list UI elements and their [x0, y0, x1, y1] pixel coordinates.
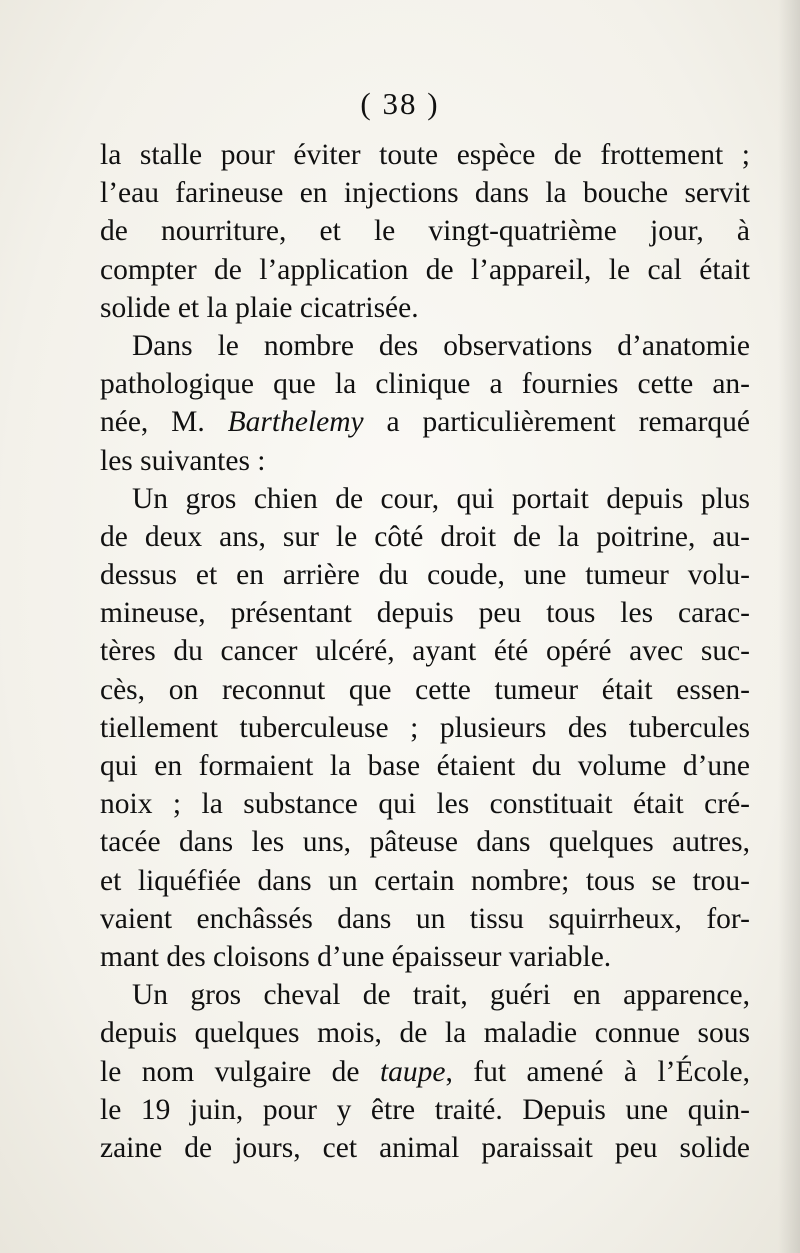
text-line: Un gros cheval de trait, guéri en apparence, — [132, 979, 750, 1012]
text-line: de deux ans, sur le côté droit de la poitrine, au- — [100, 520, 750, 553]
italic-name: taupe — [379, 1055, 446, 1088]
page-edge-shadow — [778, 0, 800, 1253]
text-line: tères du cancer ulcéré, ayant été opéré avec suc- — [100, 635, 750, 668]
text-line: dessus et en arrière du coude, une tumeur volu- — [100, 559, 750, 592]
text-line: solide et la plaie cicatrisée. — [100, 291, 419, 324]
text-line: les suivantes : — [100, 444, 266, 477]
text-line: l’eau farineuse en injections dans la bouche servit — [100, 177, 750, 210]
text-segment: , fut amené à l’École, — [445, 1055, 751, 1088]
text-line: zaine de jours, cet animal paraissait peu solide — [100, 1131, 750, 1164]
text-line: Un gros chien de cour, qui portait depuis plus — [132, 482, 750, 515]
italic-name: Barthelemy — [227, 406, 364, 439]
text-segment: née, M. — [100, 406, 228, 439]
text-line: tacée dans les uns, pâteuse dans quelques autres, — [100, 826, 750, 859]
text-line: vaient enchâssés dans un tissu squirrheux, for- — [100, 902, 750, 935]
text-segment: le nom vulgaire de — [100, 1055, 380, 1088]
text-line: la stalle pour éviter toute espèce de frottement ; — [100, 139, 750, 171]
text-line: le 19 juin, pour y être traité. Depuis une quin- — [100, 1093, 750, 1126]
text-segment: a particulièrement remarqué — [363, 406, 750, 439]
text-line: tiellement tuberculeuse ; plusieurs des tubercules — [100, 711, 750, 744]
page-number: ( 38 ) — [360, 86, 440, 121]
text-line: mant des cloisons d’une épaisseur variable. — [100, 940, 612, 973]
text-line: noix ; la substance qui les constituait était cré- — [100, 788, 750, 821]
text-line: et liquéfiée dans un certain nombre; tous se trou- — [100, 864, 750, 897]
body-text — [100, 136, 750, 1167]
text-line: de nourriture, et le vingt-quatrième jour, à — [100, 215, 750, 248]
text-line: compter de l’application de l’appareil, le cal était — [100, 253, 750, 286]
text-line: qui en formaient la base étaient du volume d’une — [100, 750, 750, 782]
text-line — [100, 1053, 750, 1091]
text-line: pathologique que la clinique a fournies cette an- — [100, 368, 750, 401]
text-line: mineuse, présentant depuis peu tous les carac- — [100, 597, 750, 630]
text-line: depuis quelques mois, de la maladie connue sous — [100, 1017, 750, 1050]
text-line: cès, on reconnut que cette tumeur était essen- — [100, 673, 750, 706]
text-line: Dans le nombre des observations d’anatomie — [132, 329, 750, 362]
text-line — [100, 403, 750, 441]
